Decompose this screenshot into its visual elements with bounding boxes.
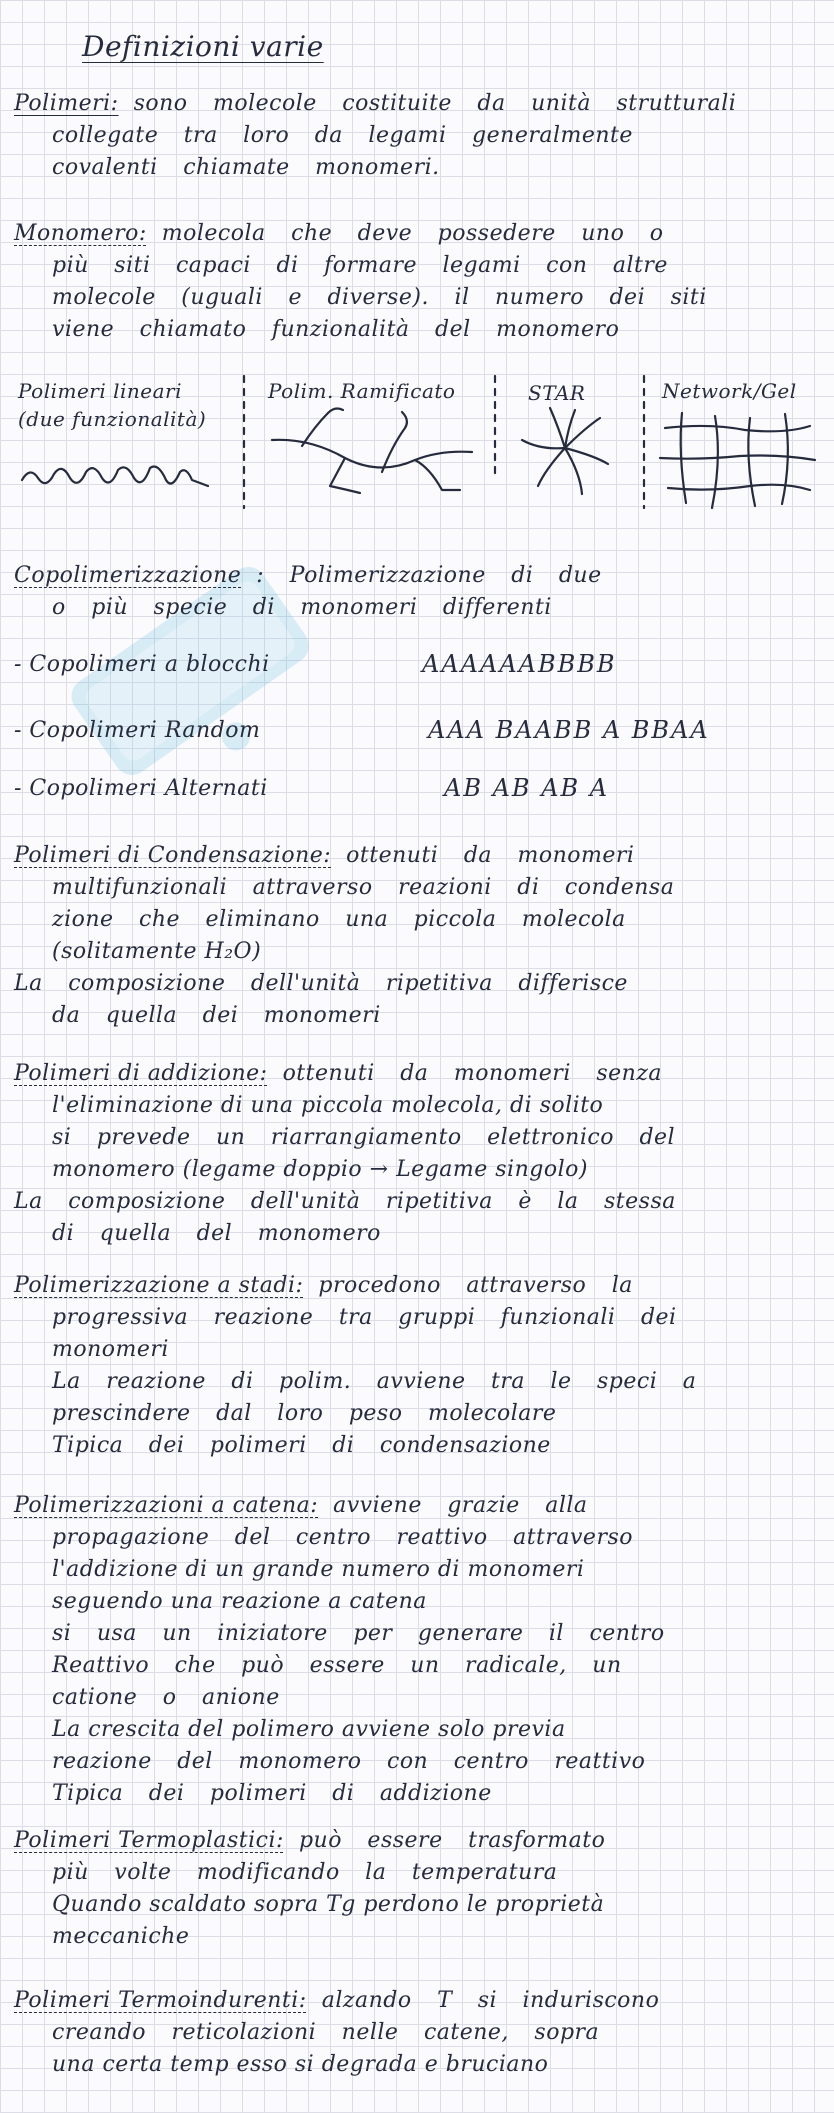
condensazione-line: zione che eliminano una piccola molecola: [52, 907, 626, 932]
term-stadi: Polimerizzazione a stadi:: [14, 1273, 304, 1298]
copolymer-sequence: AAAAAABBBB: [422, 650, 617, 678]
polymer-architecture-diagram: [10, 368, 825, 518]
label-linear-functionality: (due funzionalità): [18, 407, 207, 431]
addizione-line: l'eliminazione di una piccola molecola, di solito: [52, 1093, 604, 1118]
stadi-line: progressiva reazione tra gruppi funzionali dei: [52, 1305, 677, 1330]
catena-line: La crescita del polimero avviene solo previa: [52, 1717, 566, 1742]
section-condensazione: [14, 840, 814, 1032]
linear-chain: [22, 467, 208, 487]
stadi-line: Tipica dei polimeri di condensazione: [52, 1433, 551, 1458]
catena-line: Tipica dei polimeri di addizione: [52, 1781, 492, 1806]
term-termoplastici: Polimeri Termoplastici:: [14, 1828, 284, 1853]
termoplastici-line: Quando scaldato sopra Tg perdono le proprietà: [52, 1892, 605, 1917]
section-addizione: [14, 1058, 814, 1250]
term-catena: Polimerizzazioni a catena:: [14, 1493, 319, 1518]
term-polimeri: Polimeri:: [14, 91, 119, 116]
catena-line: Reattivo che può essere un radicale, un: [52, 1653, 622, 1678]
termoindurenti-line: alzando T si induriscono: [321, 1988, 660, 2013]
polimeri-line: collegate tra loro da legami generalmente: [52, 123, 633, 148]
label-network-gel: Network/Gel: [662, 379, 797, 403]
catena-line: l'addizione di un grande numero di monomeri: [52, 1557, 585, 1582]
section-termoindurenti: [14, 1985, 814, 2081]
section-termoplastici: [14, 1825, 814, 1953]
network-gel: [660, 413, 815, 508]
section-monomero: [14, 218, 814, 346]
catena-line: catione o anione: [52, 1685, 280, 1710]
monomero-line: più siti capaci di formare legami con altre: [52, 253, 668, 278]
stadi-line: La reazione di polim. avviene tra le speci a: [52, 1369, 697, 1394]
termoplastici-line: può essere trasformato: [298, 1828, 606, 1853]
catena-line: reazione del monomero con centro reattivo: [52, 1749, 646, 1774]
catena-line: si usa un iniziatore per generare il centro: [52, 1621, 665, 1646]
polimeri-line: sono molecole costituite da unità strutturali: [133, 91, 737, 116]
catena-line: avviene grazie alla: [333, 1493, 588, 1518]
termoindurenti-line: una certa temp esso si degrada e bruciano: [52, 2052, 549, 2077]
term-termoindurenti: Polimeri Termoindurenti:: [14, 1988, 307, 2013]
term-condensazione: Polimeri di Condensazione:: [14, 843, 332, 868]
section-catena: [14, 1490, 814, 1810]
copolymer-type-label: - Copolimeri Random: [14, 718, 261, 743]
term-copolimerizzazione: Copolimerizzazione: [14, 563, 242, 588]
monomero-line: viene chiamato funzionalità del monomero: [52, 317, 620, 342]
star-polymer: [522, 408, 608, 494]
section-stadi: [14, 1270, 814, 1462]
term-monomero: Monomero:: [14, 221, 147, 246]
stadi-line: prescindere dal loro peso molecolare: [52, 1401, 557, 1426]
section-polimeri: [14, 88, 814, 184]
addizione-line: ottenuti da monomeri senza: [282, 1061, 663, 1086]
catena-line: seguendo una reazione a catena: [52, 1589, 427, 1614]
term-addizione: Polimeri di addizione:: [14, 1061, 268, 1086]
copolymer-type-label: - Copolimeri a blocchi: [14, 652, 270, 677]
condensazione-line: (solitamente H₂O): [52, 939, 262, 964]
stadi-line: monomeri: [52, 1337, 169, 1362]
monomero-line: molecole (uguali e diverse). il numero dei siti: [52, 285, 707, 310]
catena-line: propagazione del centro reattivo attraverso: [52, 1525, 634, 1550]
addizione-line: di quella del monomero: [52, 1221, 381, 1246]
polimeri-line: covalenti chiamate monomeri.: [52, 155, 440, 180]
section-copolimerizzazione: [14, 560, 814, 624]
termoplastici-line: più volte modificando la temperatura: [52, 1860, 558, 1885]
copolimerizzazione-line: : Polimerizzazione di due: [256, 563, 602, 588]
condensazione-line: da quella dei monomeri: [52, 1003, 381, 1028]
condensazione-line: La composizione dell'unità ripetitiva differisce: [14, 971, 628, 996]
copolimerizzazione-line: o più specie di monomeri differenti: [52, 595, 552, 620]
termoplastici-line: meccaniche: [52, 1924, 190, 1949]
condensazione-line: multifunzionali attraverso reazioni di condensa: [52, 875, 675, 900]
branched-chain: [272, 440, 472, 468]
monomero-line: molecola che deve possedere uno o: [161, 221, 664, 246]
addizione-line: La composizione dell'unità ripetitiva è la stessa: [14, 1189, 676, 1214]
page-title: Definizioni varie: [82, 30, 324, 63]
stadi-line: procedono attraverso la: [318, 1273, 633, 1298]
addizione-line: si prevede un riarrangiamento elettronico del: [52, 1125, 676, 1150]
copolymer-sequence: AAA BAABB A BBAA: [428, 716, 710, 744]
copolymer-type-label: - Copolimeri Alternati: [14, 776, 268, 801]
label-star: STAR: [528, 381, 586, 405]
condensazione-line: ottenuti da monomeri: [346, 843, 635, 868]
termoindurenti-line: creando reticolazioni nelle catene, sopra: [52, 2020, 600, 2045]
addizione-line: monomero (legame doppio → Legame singolo): [52, 1157, 588, 1182]
copolymer-sequence: AB AB AB A: [444, 774, 610, 802]
label-linear-polymers: Polimeri lineari: [18, 379, 182, 403]
label-branched: Polim. Ramificato: [268, 379, 456, 403]
